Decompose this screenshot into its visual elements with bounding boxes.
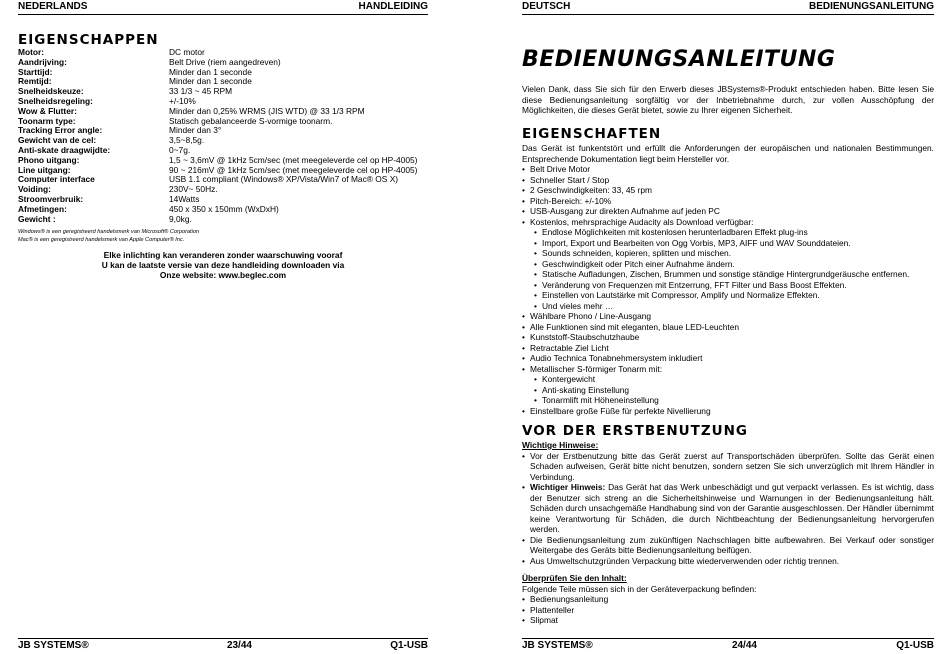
spec-label: Line uitgang:	[18, 164, 71, 175]
contents-item: • Bedienungsanleitung	[522, 594, 934, 605]
header-language: DEUTSCH	[522, 1, 571, 12]
feature-item: • Retractable Ziel Licht	[522, 343, 934, 354]
footer-brand: JB SYSTEMS®	[522, 640, 593, 651]
feature-item: • Belt Drive Motor	[522, 164, 934, 175]
spec-label: Wow & Flutter:	[18, 105, 77, 116]
feature-item: • Metallischer S-förmiger Tonarm mit:	[522, 364, 934, 375]
feature-subitem: • Tonarmlift mit Höheneinstellung	[522, 395, 934, 406]
contents-heading: Überprüfen Sie den Inhalt:	[522, 573, 627, 583]
spec-row	[18, 205, 428, 215]
page-footer	[522, 638, 934, 653]
notice-block	[18, 250, 428, 280]
page-right	[522, 0, 934, 654]
spec-value: 33 1/3 ~ 45 RPM	[169, 86, 233, 97]
spec-label: Computer interface	[18, 174, 95, 185]
feature-item: • Kunststoff-Staubschutzhaube	[522, 332, 934, 343]
spec-value: Minder dan 1 seconde	[169, 76, 252, 87]
spec-value: Minder dan 1 seconde	[169, 66, 252, 77]
spec-value: 450 x 350 x 150mm (WxDxH)	[169, 203, 279, 214]
page-footer	[18, 638, 428, 653]
intro-paragraph: Vielen Dank, dass Sie sich für den Erwerb dieses JBSystems®-Produkt entschieden haben. Bitte lesen Sie diese Bedienungsanleitung sorgfältig vor der Inbetriebnahme durch, zur vollen Ausschöpfung der Möglichkeiten, die dieses Gerät bietet, sowie zu Ihrer eigenen Sicherheit.	[522, 84, 934, 115]
spec-value: USB 1.1 compliant (Windows® XP/Vista/Win7 of Mac® OS X)	[169, 174, 399, 185]
feature-subitem: • Statische Aufladungen, Zischen, Brummen und sonstige ständige Hintergrundgeräusche entfernen.	[522, 269, 934, 280]
document-title: BEDIENUNGSANLEITUNG	[522, 47, 836, 72]
spec-value: 3,5~8,5g.	[169, 135, 205, 146]
footer-page-number: 24/44	[731, 640, 757, 651]
important-item	[522, 482, 934, 535]
spec-value: 14Watts	[169, 193, 200, 204]
important-item	[522, 535, 934, 556]
feature-item: • Einstellbare große Füße für perfekte Nivellierung	[522, 406, 934, 417]
feature-subitem: • Endlose Möglichkeiten mit kostenlosen herunterladbaren Effekt plug-ins	[522, 227, 934, 238]
contents-item: • Slipmat	[522, 615, 934, 626]
spec-value: 90 ~ 216mV @ 1kHz 5cm/sec (met meegeleverde cel op HP-4005)	[169, 164, 418, 175]
spec-value: 9,0kg.	[169, 213, 192, 224]
notice-line: Elke inlichting kan veranderen zonder waarschuwing vooraf	[103, 250, 343, 260]
important-heading: Wichtige Hinweise:	[522, 440, 599, 450]
spec-value: 1,5 ~ 3,6mV @ 1kHz 5cm/sec (met meegeleverde cel op HP-4005)	[169, 154, 418, 165]
spec-label: Anti-skate draagwijdte:	[18, 144, 111, 155]
contents-item: • Plattenteller	[522, 605, 934, 616]
trademarks	[18, 228, 428, 244]
spec-value: 230V~ 50Hz.	[169, 184, 218, 195]
feature-subitem: • Import, Export und Bearbeiten von Ogg Vorbis, MP3, AIFF und WAV Sounddateien.	[522, 238, 934, 249]
feature-subitem: • Sounds schneiden, kopieren, splitten und mischen.	[522, 248, 934, 259]
spec-value: Statisch gebalanceerde S-vormige toonarm.	[169, 115, 333, 126]
feature-item: • Wählbare Phono / Line-Ausgang	[522, 311, 934, 322]
spec-value: +/-10%	[169, 95, 196, 106]
spec-table	[18, 48, 428, 224]
feature-item: • USB-Ausgang zur direkten Aufnahme auf jeden PC	[522, 206, 934, 217]
spec-row	[18, 215, 428, 225]
spec-label: Afmetingen:	[18, 203, 67, 214]
spec-label: Snelheidskeuze:	[18, 86, 84, 97]
feature-subitem: • Und vieles mehr …	[522, 301, 934, 312]
features-intro: Das Gerät ist funkentstört und erfüllt die Anforderungen der europäischen und nationalen Bestimmungen. Entsprechende Dokumentation liegt beim Hersteller vor.	[522, 143, 934, 164]
spec-label: Gewicht :	[18, 213, 56, 224]
important-item-bold: Wichtiger Hinweis:	[530, 482, 606, 492]
trademark-mac: Mac® is een geregistreerd handelsmerk van Apple Computer® Inc.	[18, 237, 185, 243]
features-list	[522, 164, 934, 416]
footer-model: Q1-USB	[390, 640, 428, 651]
important-item-text: Vor der Erstbenutzung bitte das Gerät zuerst auf Transportschäden überprüfen. Sollte das Gerät einen Schaden aufweisen, Gerät bitte nicht benutzen, sondern setzen Sie sich unverzüglich mit Ihrem Händler in Verbindung.	[530, 450, 934, 482]
notice-line: U kan de laatste versie van deze handleiding downloaden via	[101, 260, 345, 270]
page-header	[522, 2, 934, 15]
feature-subitem: • Einstellen von Lautstärke mit Compressor, Amplify und Normalize Effekten.	[522, 290, 934, 301]
feature-item: • Alle Funktionen sind mit eleganten, blaue LED-Leuchten	[522, 322, 934, 333]
important-item-text: Aus Umweltschutzgründen Verpackung bitte wiederverwenden oder richtig trennen.	[530, 555, 840, 566]
feature-item: • Pitch-Bereich: +/-10%	[522, 196, 934, 207]
feature-item: • Kostenlos, mehrsprachige Audacity als Download verfügbar:	[522, 217, 934, 228]
feature-item: • Schneller Start / Stop	[522, 175, 934, 186]
contents-intro: Folgende Teile müssen sich in der Geräteverpackung befinden:	[522, 583, 757, 594]
spec-label: Gewicht van de cel:	[18, 135, 97, 146]
spec-value: Belt Drive (riem aangedreven)	[169, 56, 281, 67]
important-item-text: Die Bedienungsanleitung zum zukünftigen Nachschlagen bitte aufbewahren. Bei Verkauf oder sonstiger Weitergabe des Geräts bitte Bedienungsanleitung beifügen.	[530, 534, 934, 555]
feature-item: • Audio Technica Tonabnehmersystem inkludiert	[522, 353, 934, 364]
spec-value: Minder dan 3°	[169, 125, 222, 136]
features-title: EIGENSCHAFTEN	[522, 126, 662, 142]
before-use-title: VOR DER ERSTBENUTZUNG	[522, 423, 748, 439]
spec-label: Motor:	[18, 47, 45, 57]
important-item	[522, 451, 934, 483]
spec-label: Tracking Error angle:	[18, 125, 103, 136]
spec-value: 0~7g.	[169, 144, 191, 155]
spec-row	[18, 175, 428, 185]
contents-check	[522, 573, 934, 626]
header-title: BEDIENUNGSANLEITUNG	[808, 1, 934, 12]
header-title: HANDLEIDING	[358, 1, 428, 12]
section-title: EIGENSCHAPPEN	[18, 32, 159, 48]
notice-website: Onze website: www.beglec.com	[159, 270, 287, 280]
feature-subitem: • Kontergewicht	[522, 374, 934, 385]
important-notes	[522, 440, 934, 566]
header-language: NEDERLANDS	[18, 1, 88, 12]
feature-subitem: • Geschwindigkeit oder Pitch einer Aufnahme ändern.	[522, 259, 934, 270]
important-list	[522, 451, 934, 567]
feature-subitem: • Anti-skating Einstellung	[522, 385, 934, 396]
spec-label: Remtijd:	[18, 76, 52, 87]
trademark-windows: Windows® is een geregistreerd handelsmerk van Microsoft® Corporation	[18, 229, 200, 235]
contents-list	[522, 594, 934, 626]
feature-subitem: • Veränderung von Frequenzen mit Entzerrung, FFT Filter und Bass Boost Effekten.	[522, 280, 934, 291]
spec-label: Snelheidsregeling:	[18, 95, 93, 106]
spec-value: DC motor	[169, 47, 205, 57]
spec-label: Aandrijving:	[18, 56, 67, 67]
important-item-text: Das Gerät hat das Werk unbeschädigt und gut verpackt verlassen. Es ist wichtig, dass der Benutzer sich streng an die Sicherheitshinweise und Warnungen in der Bedienungsanleitung hält. Schäden durch unsachgemäße Handhabung sind von der Garantie ausgeschlossen. Der Händler übernimmt keine Verantwortung für Schäden, die durch Nichtbeachtung der Bedienungsanleitung hervorgerufen werden.	[530, 482, 934, 534]
spec-label: Toonarm type:	[18, 115, 76, 126]
footer-model: Q1-USB	[896, 640, 934, 651]
spec-value: Minder dan 0,25% WRMS (JIS WTD) @ 33 1/3 RPM	[169, 105, 365, 116]
spec-label: Voiding:	[18, 184, 51, 195]
page-left	[18, 0, 428, 654]
footer-page-number: 23/44	[226, 640, 252, 651]
footer-brand: JB SYSTEMS®	[18, 640, 89, 651]
feature-item: • 2 Geschwindigkeiten: 33, 45 rpm	[522, 185, 934, 196]
page-header	[18, 2, 428, 15]
spec-label: Phono uitgang:	[18, 154, 80, 165]
spec-label: Starttijd:	[18, 66, 53, 77]
important-item	[522, 556, 934, 567]
spec-label: Stroomverbruik:	[18, 193, 84, 204]
